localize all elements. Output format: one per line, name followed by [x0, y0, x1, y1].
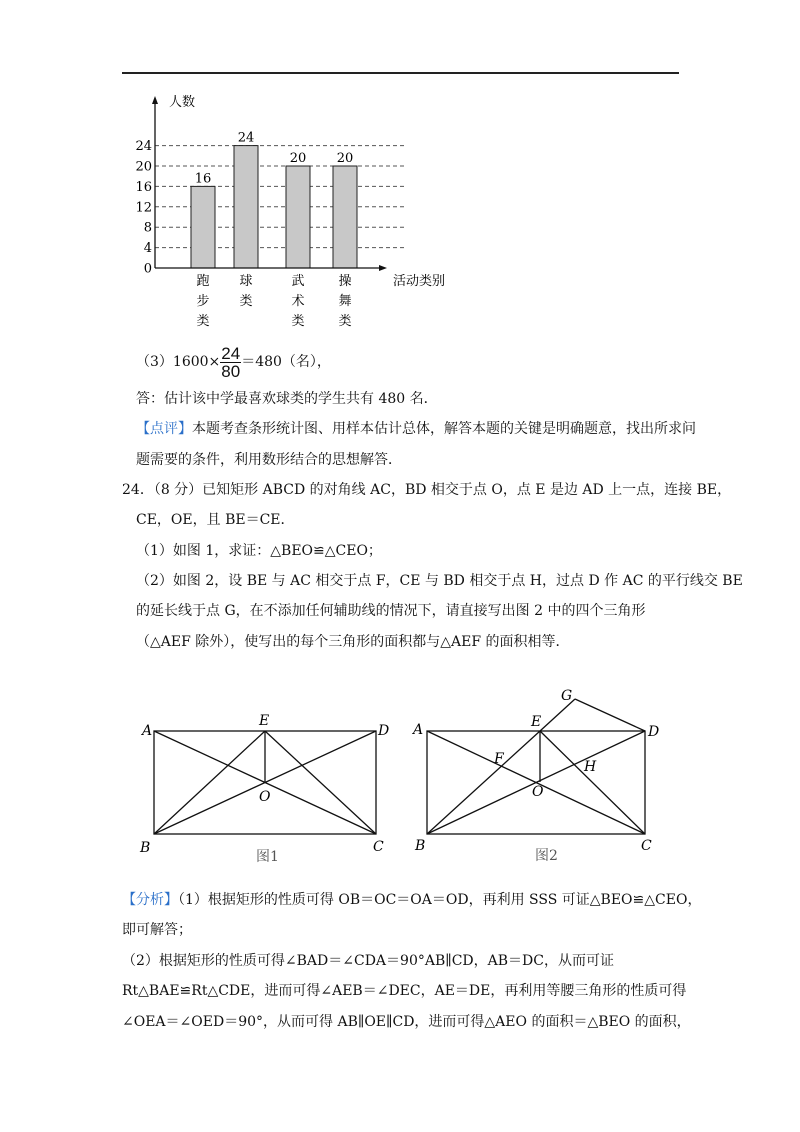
question-24-part-2-cont: 的延长线于点 G，在不添加任何辅助线的情况下，请直接写出图 2 中的四个三角形	[136, 603, 646, 619]
y-tick-label: 16	[135, 179, 152, 195]
y-axis-label: 人数	[169, 95, 196, 110]
fig2-label-H: H	[584, 759, 597, 775]
comment-text-cont: 题需要的条件，利用数形结合的思想解答．	[136, 452, 402, 468]
y-tick-label: 20	[135, 159, 152, 175]
fig2-label-F: F	[494, 751, 504, 767]
fig1-caption: 图1	[256, 849, 279, 865]
x-category-label: 类	[239, 294, 253, 309]
y-tick-label: 24	[135, 139, 152, 155]
bar-data-label: 20	[336, 151, 354, 166]
comment-tag: 【点评】	[136, 421, 192, 437]
y-tick-label: 4	[143, 241, 152, 257]
x-category-label: 舞	[338, 294, 352, 309]
answer-text: 答：估计该中学最喜欢球类的学生共有 480 名．	[136, 391, 438, 407]
x-category-label: 术	[291, 294, 305, 309]
figure-2	[405, 680, 685, 875]
x-category-label: 类	[291, 314, 305, 329]
x-category-label: 操	[338, 274, 352, 289]
figure-1	[130, 705, 400, 870]
expr-right: ＝480（名），	[241, 354, 331, 370]
x-category-label: 武	[291, 274, 305, 289]
x-category-label: 类	[196, 314, 210, 329]
bar-data-label: 24	[237, 130, 255, 146]
fig2-label-E: E	[531, 714, 542, 730]
fraction-denominator: 80	[221, 361, 241, 381]
expr-left: （3）1600×	[136, 354, 221, 370]
fraction-numerator: 24	[221, 343, 241, 363]
question-24-stem: 24．（8 分）已知矩形 ABCD 的对角线 AC，BD 相交于点 O，点 E 是边 AD 上一点，连接 BE，	[122, 482, 732, 498]
y-tick-label: 12	[135, 200, 152, 216]
bar-data-label: 20	[289, 151, 307, 166]
comment-line	[136, 419, 696, 439]
analysis-line	[122, 890, 701, 910]
bar-data-label: 16	[194, 171, 212, 187]
x-axis-label: 活动类别	[393, 274, 446, 289]
analysis-text-cont: 即可解答；	[122, 922, 192, 938]
fig2-label-C: C	[641, 838, 652, 854]
fig1-label-C: C	[373, 839, 384, 855]
fig1-label-E: E	[259, 713, 270, 729]
fig2-label-G: G	[561, 688, 573, 704]
comment-text: 本题考查条形统计图、用样本估计总体，解答本题的关键是明确题意，找出所求问	[192, 421, 696, 437]
bar	[234, 146, 258, 268]
fig2-label-D: D	[648, 724, 660, 740]
fig1-label-D: D	[378, 723, 390, 739]
fig2-caption: 图2	[535, 848, 558, 864]
question-24-stem-cont: CE，OE，且 BE＝CE．	[136, 512, 295, 528]
fig1-label-O: O	[259, 789, 271, 805]
fig2-label-A: A	[413, 722, 424, 738]
y-tick-label: 8	[143, 220, 152, 236]
x-category-label: 步	[196, 294, 210, 309]
question-24-part-1: （1）如图 1，求证：△BEO≌△CEO；	[136, 543, 382, 559]
x-category-label: 跑	[196, 274, 210, 289]
question-24-part-2-end: （△AEF 除外），使写出的每个三角形的面积都与△AEF 的面积相等．	[136, 634, 570, 650]
answer-line-3	[136, 340, 331, 384]
fraction	[220, 345, 241, 380]
analysis-part-2-end: ∠OEA＝∠OED＝90°，从而可得 AB∥OE∥CD，进而可得△AEO 的面积＝△BEO 的面积，	[122, 1014, 691, 1030]
question-24-part-2: （2）如图 2，设 BE 与 AC 相交于点 F，CE 与 BD 相交于点 H，过点 D 作 AC 的平行线交 BE	[136, 573, 743, 589]
y-tick-label: 0	[143, 261, 152, 277]
bar-chart	[135, 92, 465, 332]
x-category-label: 类	[338, 314, 352, 329]
fig2-label-B: B	[415, 838, 426, 854]
header-rule	[122, 72, 679, 74]
bar	[191, 186, 215, 268]
x-category-label: 球	[239, 274, 253, 289]
bar	[286, 166, 310, 268]
analysis-text: （1）根据矩形的性质可得 OB＝OC＝OA＝OD，再利用 SSS 可证△BEO≌△CEO，	[178, 892, 702, 908]
fig1-label-B: B	[140, 840, 151, 856]
analysis-part-2-cont: Rt△BAE≌Rt△CDE，进而可得∠AEB＝∠DEC，AE＝DE，再利用等腰三角形的性质可得	[122, 983, 687, 999]
analysis-tag: 【分析】	[122, 892, 178, 908]
analysis-part-2: （2）根据矩形的性质可得∠BAD＝∠CDA＝90°AB∥CD，AB＝DC，从而可证	[122, 953, 614, 969]
fig1-label-A: A	[142, 723, 153, 739]
fig2-label-O: O	[532, 784, 544, 800]
bar	[333, 166, 357, 268]
